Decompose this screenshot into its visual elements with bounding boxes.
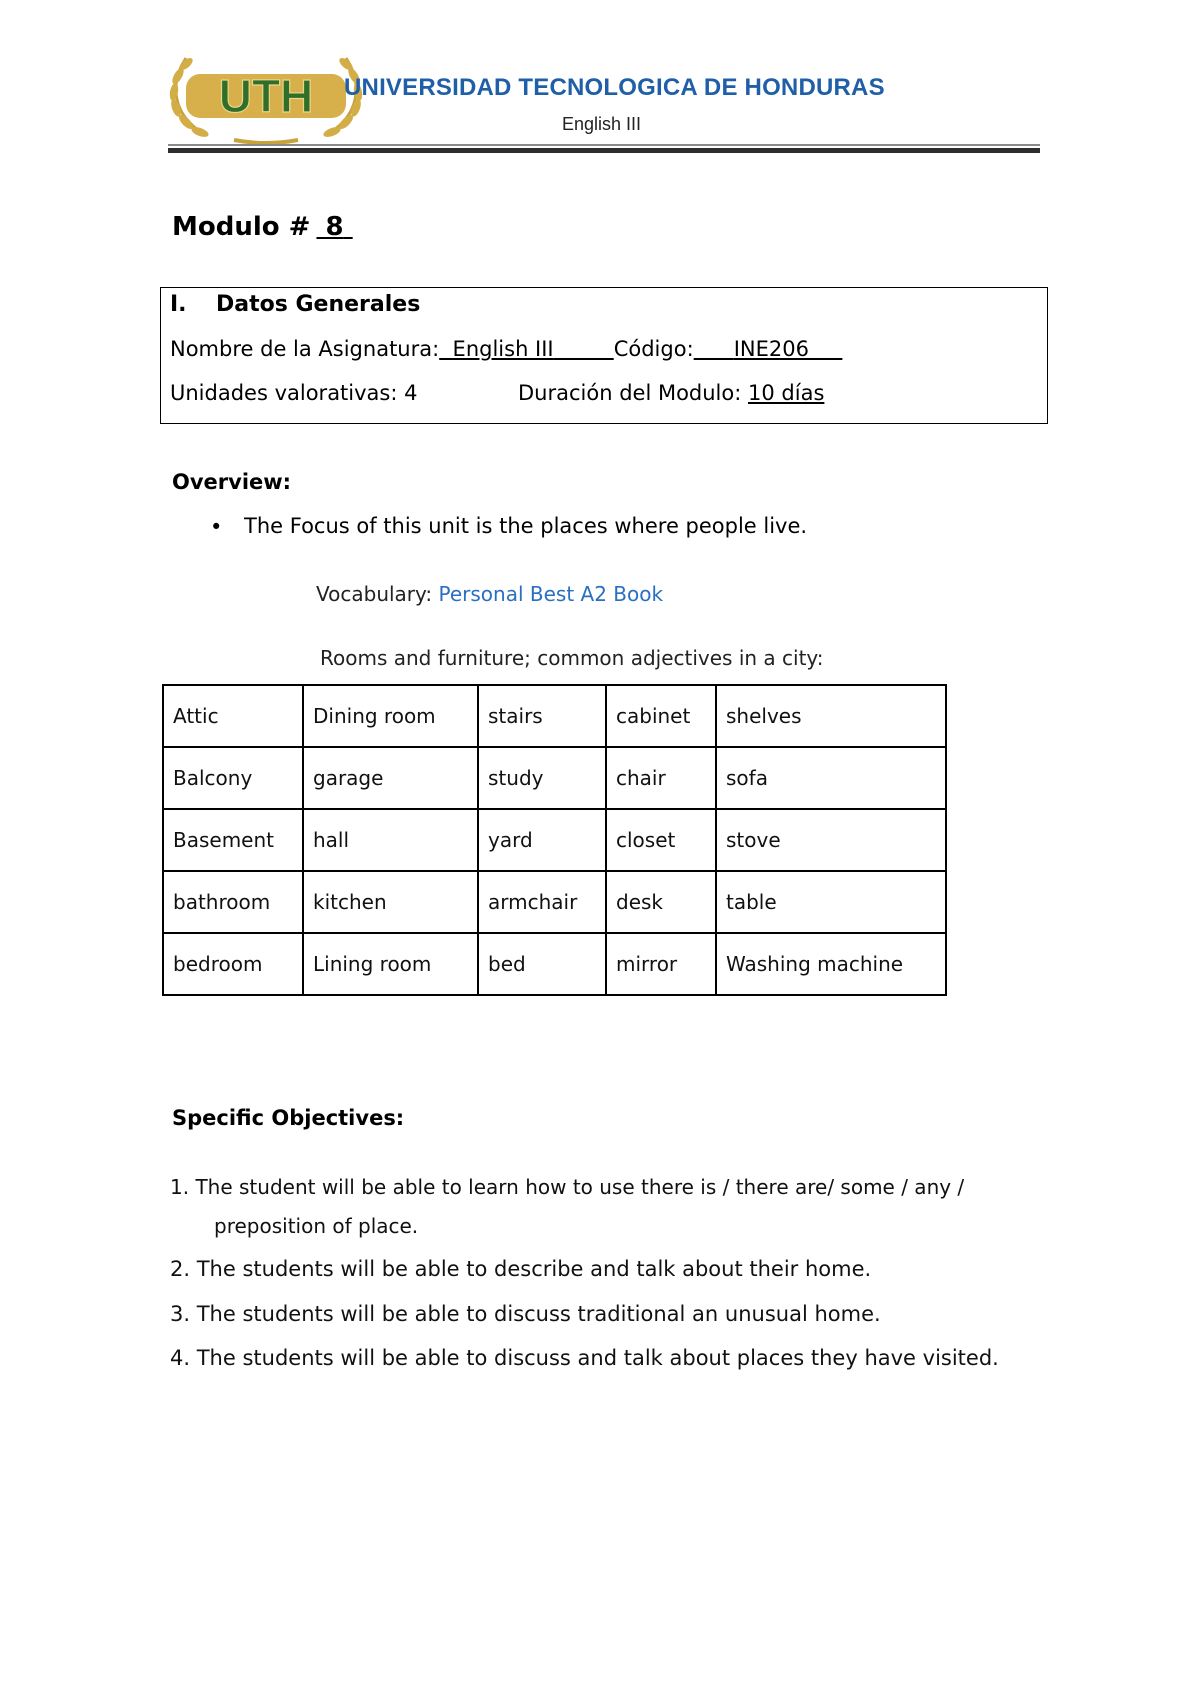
vocabulary-book-link[interactable]: Personal Best A2 Book <box>438 582 664 606</box>
overview-bullet-text: The Focus of this unit is the places where people live. <box>244 514 808 538</box>
unidades-value: 4 <box>404 381 418 405</box>
objective-number: 4. <box>170 1346 191 1370</box>
table-cell: kitchen <box>303 871 478 933</box>
header-rule-thin <box>168 144 1040 146</box>
objective-text: The student will be able to learn how to use there is / there are/ some / any / <box>195 1175 965 1199</box>
asignatura-label: Nombre de la Asignatura: <box>170 337 440 361</box>
duracion-line <box>518 381 824 405</box>
module-number: 8 <box>325 212 344 242</box>
table-cell: Lining room <box>303 933 478 995</box>
table-cell: stairs <box>478 685 606 747</box>
table-row <box>163 933 946 995</box>
table-cell: bed <box>478 933 606 995</box>
module-heading <box>172 212 353 242</box>
vocabulary-label: Vocabulary: <box>316 582 433 606</box>
logo-text: UTH <box>218 70 314 122</box>
table-cell: study <box>478 747 606 809</box>
table-row <box>163 871 946 933</box>
objectives-title: Specific Objectives: <box>172 1106 405 1130</box>
uth-logo <box>164 46 368 146</box>
table-cell: Dining room <box>303 685 478 747</box>
table-cell: armchair <box>478 871 606 933</box>
table-cell: closet <box>606 809 716 871</box>
unidades-line <box>170 381 418 405</box>
codigo-value: INE206 <box>733 337 809 361</box>
objective-item <box>170 1175 964 1199</box>
duracion-label: Duración del Modulo: <box>518 381 742 405</box>
objective-number: 3. <box>170 1302 191 1326</box>
table-cell: yard <box>478 809 606 871</box>
table-row <box>163 809 946 871</box>
table-cell: Attic <box>163 685 303 747</box>
objective-item <box>170 1257 871 1281</box>
objective-number: 1. <box>170 1175 190 1199</box>
vocabulary-line <box>316 582 663 606</box>
table-cell: Balcony <box>163 747 303 809</box>
objective-continuation: preposition of place. <box>214 1214 419 1238</box>
codigo-label: Código: <box>613 337 694 361</box>
objective-text: The students will be able to discuss traditional an unusual home. <box>196 1302 881 1326</box>
table-cell: table <box>716 871 946 933</box>
table-cell: desk <box>606 871 716 933</box>
section-number: I. <box>170 292 187 317</box>
university-title: UNIVERSIDAD TECNOLOGICA DE HONDURAS <box>344 74 885 101</box>
asignatura-value: English III <box>452 337 554 361</box>
unidades-label: Unidades valorativas: <box>170 381 398 405</box>
asignatura-line <box>170 337 842 361</box>
duracion-value: 10 días <box>748 381 825 405</box>
vocabulary-table-body <box>163 685 946 995</box>
table-cell: garage <box>303 747 478 809</box>
objective-number: 2. <box>170 1257 191 1281</box>
table-cell: shelves <box>716 685 946 747</box>
table-cell: bedroom <box>163 933 303 995</box>
datos-generales-heading <box>170 292 420 317</box>
objective-text: The students will be able to discuss and talk about places they have visited. <box>196 1346 999 1370</box>
table-cell: sofa <box>716 747 946 809</box>
table-cell: hall <box>303 809 478 871</box>
table-cell: Basement <box>163 809 303 871</box>
table-cell: bathroom <box>163 871 303 933</box>
header-rule-thick <box>168 148 1040 153</box>
table-cell: Washing machine <box>716 933 946 995</box>
table-cell: mirror <box>606 933 716 995</box>
table-cell: cabinet <box>606 685 716 747</box>
overview-title: Overview: <box>172 470 292 494</box>
rooms-caption: Rooms and furniture; common adjectives in a city: <box>320 646 824 670</box>
section-title: Datos Generales <box>216 292 421 317</box>
table-row <box>163 747 946 809</box>
objective-item <box>170 1346 999 1370</box>
table-cell: chair <box>606 747 716 809</box>
table-cell: stove <box>716 809 946 871</box>
table-row <box>163 685 946 747</box>
course-subtitle: English III <box>562 114 642 134</box>
vocabulary-table <box>162 684 947 996</box>
objective-text: The students will be able to describe and talk about their home. <box>196 1257 872 1281</box>
bullet-icon: • <box>210 515 223 539</box>
module-label: Modulo # <box>172 212 311 242</box>
objective-item <box>170 1302 881 1326</box>
